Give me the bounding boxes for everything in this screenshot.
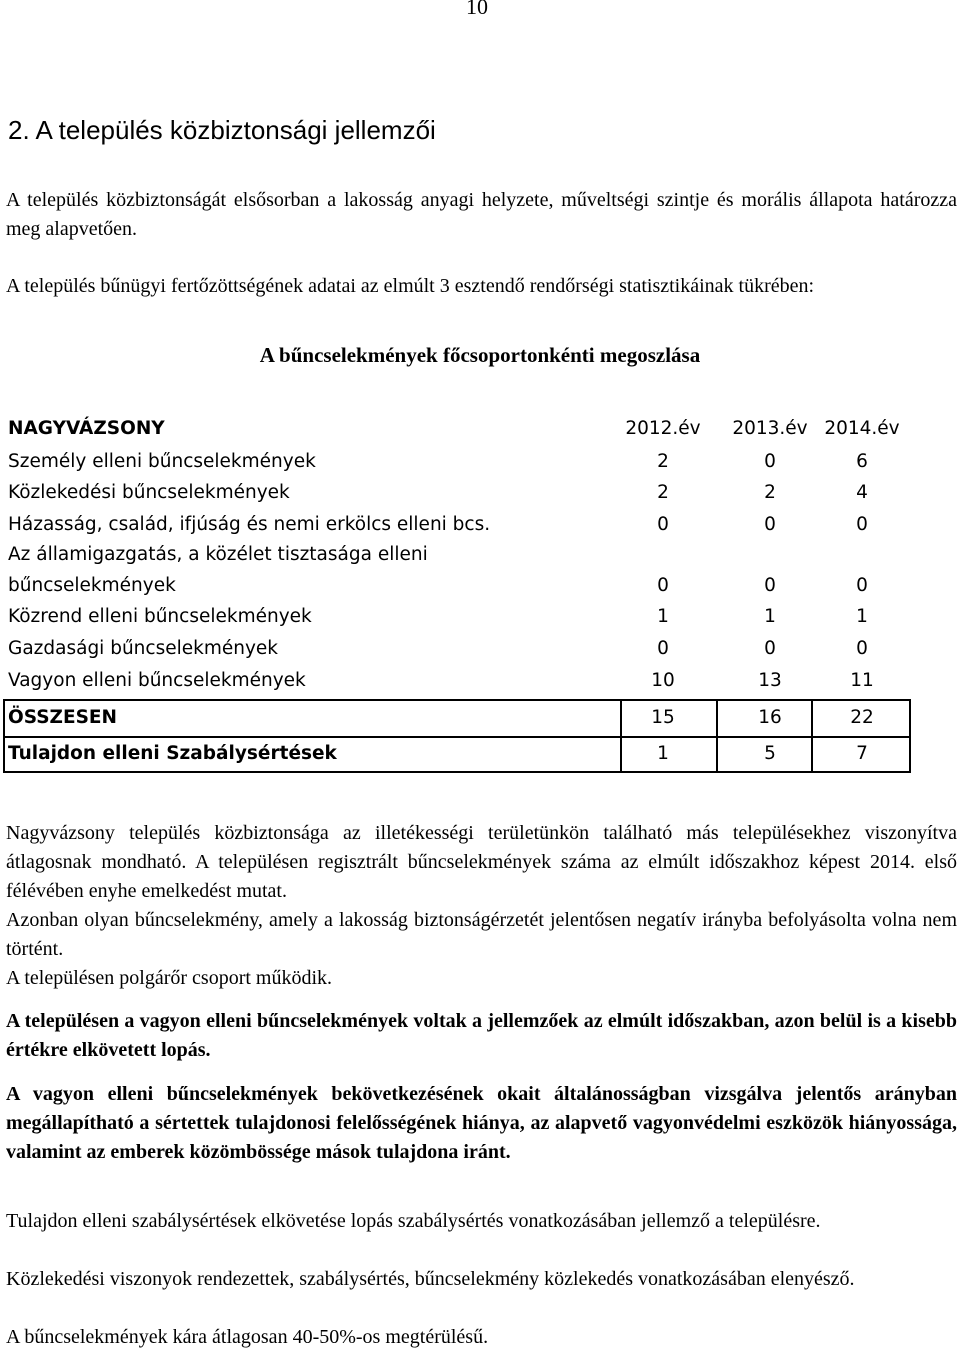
cell-2013: 0 (764, 575, 776, 596)
total-2014: 22 (850, 707, 874, 728)
body-paragraph-3: A településen polgárőr csoport működik. (6, 967, 333, 989)
table-border (716, 699, 718, 773)
extra-2012: 1 (657, 743, 669, 764)
row-label: Az államigazgatás, a közélet tisztasága elleni (8, 544, 428, 565)
cell-2012: 1 (657, 606, 669, 627)
cell-2013: 13 (758, 670, 782, 691)
cell-2012: 0 (657, 638, 669, 659)
header-location: NAGYVÁZSONY (8, 418, 165, 439)
intro-paragraph-2: A település bűnügyi fertőzöttségének adatai az elmúlt 3 esztendő rendőrségi statisztikáinak tükrében: (6, 275, 815, 297)
body-paragraph-1: Nagyvázsony település közbiztonsága az illetékességi területünkön található más településekhez viszonyítva átlagosnak mondható. A településen regisztrált bűncselekmények száma az elmúlt időszakhoz képest 2014. első félévében enyhe emelkedést mutat. (6, 822, 957, 902)
cell-2014: 11 (850, 670, 874, 691)
body-paragraph-bold-2: A vagyon elleni bűncselekmények bekövetkezésének okait általánosságban vizsgálva jelentős arányban megállapítható a sértettek tulajdonosi felelősségének hiánya, az alapvető vagyonvédelmi eszközök hiányossága, valamint az emberek közömbössége mások tulajdona iránt. (6, 1083, 957, 1163)
row-label: Vagyon elleni bűncselekmények (8, 670, 306, 691)
cell-2012: 2 (657, 451, 669, 472)
header-year-2014: 2014.év (824, 418, 900, 439)
cell-2013: 0 (764, 514, 776, 535)
cell-2014: 0 (856, 638, 868, 659)
cell-2013: 2 (764, 482, 776, 503)
cell-2014: 1 (856, 606, 868, 627)
extra-2014: 7 (856, 743, 868, 764)
body-paragraph-5: Közlekedési viszonyok rendezettek, szabálysértés, bűncselekmény közlekedés vonatkozásában elenyésző. (6, 1268, 855, 1290)
cell-2013: 0 (764, 638, 776, 659)
row-label: Közrend elleni bűncselekmények (8, 606, 312, 627)
total-2013: 16 (758, 707, 782, 728)
total-label: ÖSSZESEN (8, 707, 118, 728)
row-label: Személy elleni bűncselekmények (8, 451, 316, 472)
cell-2014: 6 (856, 451, 868, 472)
body-paragraph-2: Azonban olyan bűncselekmény, amely a lakosság biztonságérzetét jelentősen negatív irányba befolyásolta volna nem történt. (6, 909, 957, 960)
total-2012: 15 (651, 707, 675, 728)
cell-2014: 0 (856, 514, 868, 535)
cell-2013: 0 (764, 451, 776, 472)
table-border (3, 736, 911, 738)
body-paragraph-4: Tulajdon elleni szabálysértések elkövetése lopás szabálysértés vonatkozásában jellemző a településre. (6, 1210, 821, 1232)
cell-2012: 2 (657, 482, 669, 503)
row-label: Gazdasági bűncselekmények (8, 638, 278, 659)
cell-2013: 1 (764, 606, 776, 627)
cell-2014: 0 (856, 575, 868, 596)
extra-label: Tulajdon elleni Szabálysértések (8, 743, 337, 764)
table-title: A bűncselekmények főcsoportonkénti megoszlása (259, 343, 701, 367)
row-label: Házasság, család, ifjúság és nemi erkölcs elleni bcs. (8, 514, 491, 535)
section-heading: 2. A település közbiztonsági jellemzői (8, 115, 436, 145)
table-border (3, 771, 911, 773)
body-paragraph-6: A bűncselekmények kára átlagosan 40-50%-os megtérülésű. (6, 1326, 489, 1348)
table-border (3, 699, 911, 701)
extra-2013: 5 (764, 743, 776, 764)
header-year-2013: 2013.év (732, 418, 808, 439)
cell-2012: 0 (657, 514, 669, 535)
body-paragraph-bold-1: A településen a vagyon elleni bűncselekmények voltak a jellemzőek az elmúlt időszakban, azon belül is a kisebb értékre elkövetett lopás. (6, 1010, 957, 1061)
row-label: Közlekedési bűncselekmények (8, 482, 290, 503)
row-label-continued: bűncselekmények (8, 575, 176, 596)
cell-2014: 4 (856, 482, 868, 503)
cell-2012: 10 (651, 670, 675, 691)
header-year-2012: 2012.év (625, 418, 701, 439)
cell-2012: 0 (657, 575, 669, 596)
intro-paragraph-1: A település közbiztonságát elsősorban a lakosság anyagi helyzete, műveltségi szintje és morális állapota határozza meg alapvetően. (6, 189, 957, 240)
table-border (3, 699, 5, 773)
page-number: 10 (466, 0, 488, 19)
